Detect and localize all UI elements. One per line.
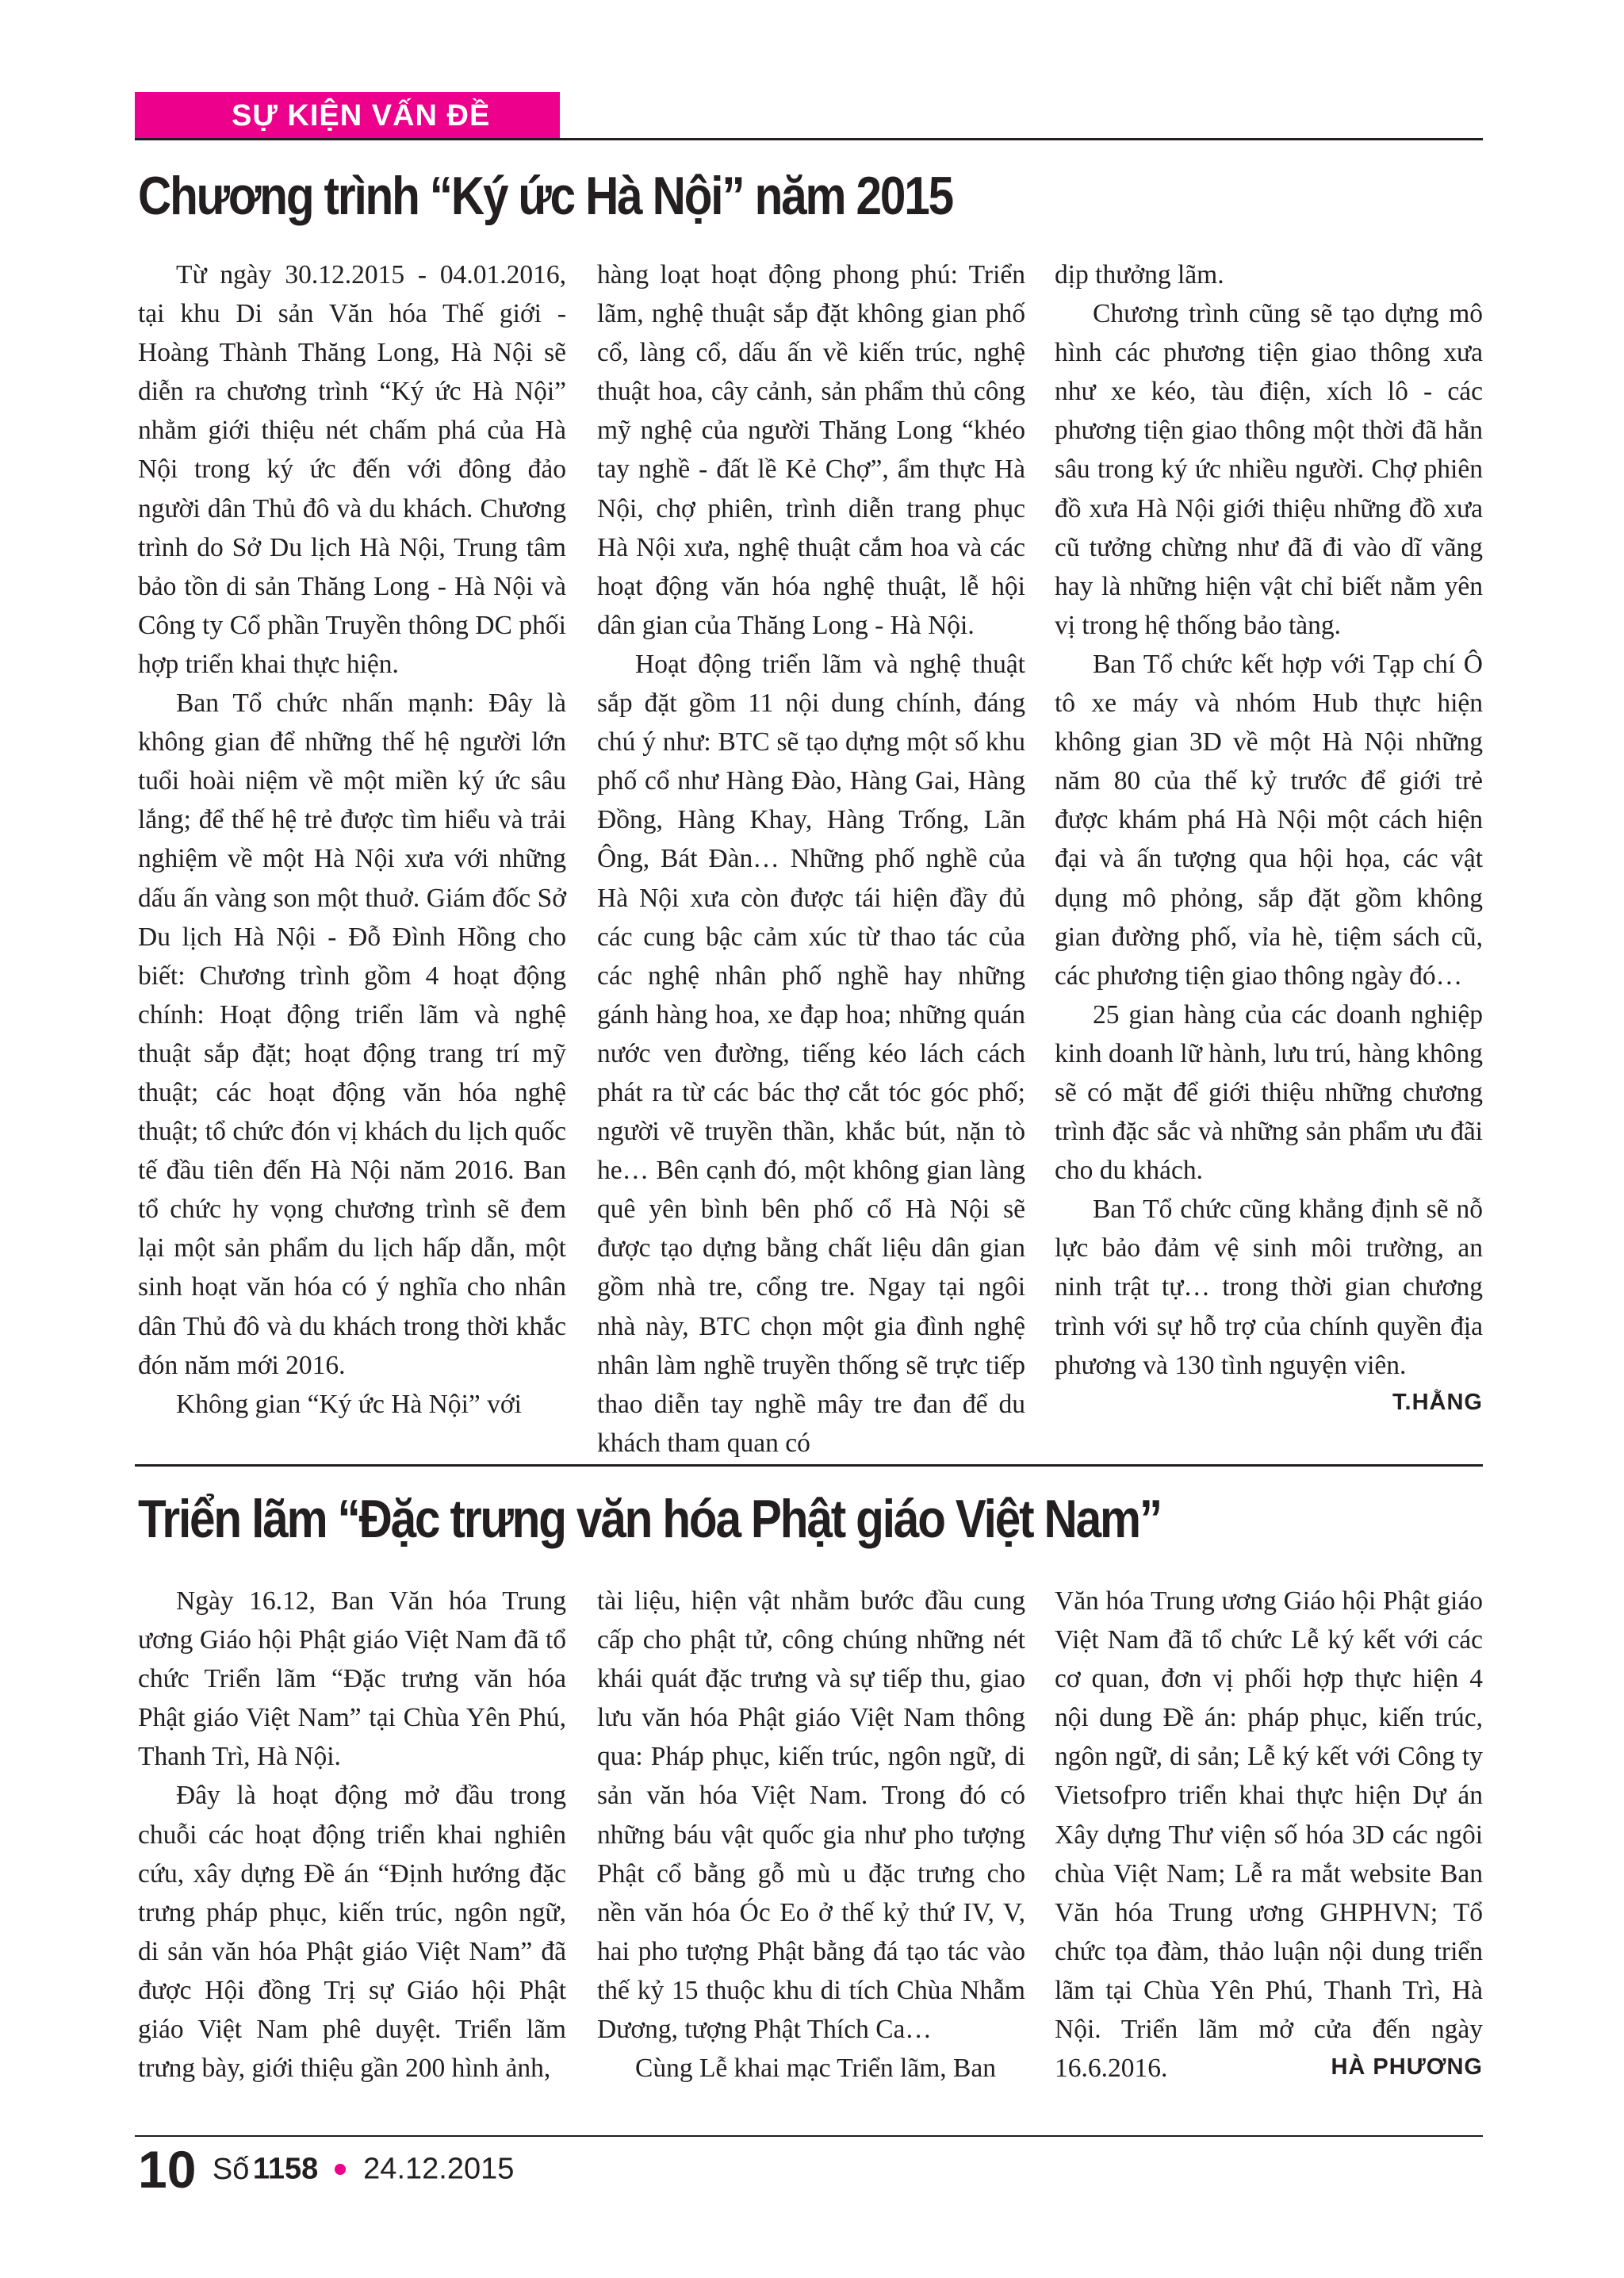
paragraph: hàng loạt hoạt động phong phú: Triển lãm, nghệ thuật sắp đặt không gian phố cổ, làng cổ, dấu ấn về kiến trúc, nghệ thuật hoa, cây cảnh, sản phẩm thủ công mỹ nghệ của người Thăng Long “khéo tay nghề - đất lề Kẻ Chợ”, ẩm thực Hà Nội, chợ phiên, trình diễn trang phục Hà Nội xưa, nghệ thuật cắm hoa và các hoạt động văn hóa nghệ thuật, lễ hội dân gian của Thăng Long - Hà Nội.	[597, 260, 1025, 640]
header-rule	[135, 138, 1483, 140]
page-number: 10	[138, 2140, 197, 2199]
paragraph: Ban Tổ chức cũng khẳng định sẽ nỗ lực bảo đảm vệ sinh môi trường, an ninh trật tự… trong thời gian chương trình với sự hỗ trợ của chính quyền địa phương và 130 tình nguyện viên.	[1055, 1195, 1483, 1380]
issue-label: Số	[212, 2152, 250, 2186]
article1-column-2	[597, 255, 1025, 1463]
paragraph: dịp thưởng lãm.	[1055, 260, 1224, 290]
paragraph: Từ ngày 30.12.2015 - 04.01.2016, tại khu Di sản Văn hóa Thế giới - Hoàng Thành Thăng Long, Hà Nội sẽ diễn ra chương trình “Ký ức Hà Nội” nhằm giới thiệu nét chấm phá của Hà Nội trong ký ức đến với đông đảo người dân Thủ đô và du khách. Chương trình do Sở Du lịch Hà Nội, Trung tâm bảo tồn di sản Thăng Long - Hà Nội và Công ty Cổ phần Truyền thông DC phối hợp triển khai thực hiện.	[138, 260, 566, 679]
paragraph: 25 gian hàng của các doanh nghiệp kinh doanh lữ hành, lưu trú, hàng không sẽ có mặt để giới thiệu những chương trình đặc sắc và những sản phẩm ưu đãi cho du khách.	[1055, 999, 1483, 1186]
paragraph: Đây là hoạt động mở đầu trong chuỗi các hoạt động triển khai nghiên cứu, xây dựng Đề án “Định hướng đặc trưng pháp phục, kiến trúc, ngôn ngữ, di sản văn hóa Phật giáo Việt Nam” đã được Hội đồng Trị sự Giáo hội Phật giáo Việt Nam phê duyệt. Triển lãm trưng bày, giới thiệu gần 200 hình ảnh,	[138, 1781, 566, 2084]
article1-title: Chương trình “Ký ức Hà Nội” năm 2015	[138, 166, 952, 226]
paragraph: Ban Tổ chức nhấn mạnh: Đây là không gian để những thế hệ người lớn tuổi hoài niệm về một miền ký ức sâu lắng; để thế hệ trẻ được tìm hiểu và trải nghiệm về một Hà Nội xưa với những dấu ấn vàng son một thuở. Giám đốc Sở Du lịch Hà Nội - Đỗ Đình Hồng cho biết: Chương trình gồm 4 hoạt động chính: Hoạt động triển lãm và nghệ thuật sắp đặt; hoạt động trang trí mỹ thuật; các hoạt động văn hóa nghệ thuật; tổ chức đón vị khách du lịch quốc tế đầu tiên đến Hà Nội năm 2016. Ban tổ chức hy vọng chương trình sẽ đem lại một sản phẩm du lịch hấp dẫn, một sinh hoạt văn hóa có ý nghĩa cho nhân dân Thủ đô và du khách trong thời khắc đón năm mới 2016.	[138, 688, 566, 1380]
paragraph: Ngày 16.12, Ban Văn hóa Trung ương Giáo hội Phật giáo Việt Nam đã tổ chức Triển lãm “Đặc trưng văn hóa Phật giáo Việt Nam” tại Chùa Yên Phú, Thanh Trì, Hà Nội.	[138, 1586, 566, 1772]
paragraph: Không gian “Ký ức Hà Nội” với	[176, 1389, 522, 1419]
article1-column-3	[1055, 255, 1483, 1385]
paragraph: Chương trình cũng sẽ tạo dựng mô hình các phương tiện giao thông xưa như xe kéo, tàu điện, xích lô - các phương tiện giao thông một thời đã hằn sâu trong ký ức nhiều người. Chợ phiên đồ xưa Hà Nội giới thiệu những đồ xưa cũ tưởng chừng như đã đi vào dĩ vãng hay là những hiện vật chỉ biết nằm yên vị trong hệ thống bảo tàng.	[1055, 299, 1483, 640]
paragraph: Hoạt động triển lãm và nghệ thuật sắp đặt gồm 11 nội dung chính, đáng chú ý như: BTC sẽ tạo dựng một số khu phố cổ như Hàng Đào, Hàng Gai, Hàng Đồng, Hàng Khay, Hàng Trống, Lãn Ông, Bát Đàn… Những phố nghề của Hà Nội xưa còn được tái hiện đầy đủ các cung bậc cảm xúc từ thao tác của các nghệ nhân phố nghề hay những gánh hàng hoa, xe đạp hoa; những quán nước ven đường, tiếng kéo lách cách phát ra từ các bác thợ cắt tóc góc phố; người vẽ truyền thần, khắc bút, nặn tò he… Bên cạnh đó, một không gian làng quê yên bình bên phố cổ Hà Nội sẽ được tạo dựng bằng chất liệu dân gian gồm nhà tre, cổng tre. Ngay tại ngôi nhà này, BTC chọn một gia đình nghệ nhân làm nghề truyền thống sẽ trực tiếp thao diễn tay nghề mây tre đan để du khách tham quan có	[597, 649, 1025, 1458]
article2-byline: HÀ PHƯƠNG	[1331, 2054, 1483, 2080]
footer-rule	[135, 2135, 1483, 2137]
paragraph: tài liệu, hiện vật nhằm bước đầu cung cấp cho phật tử, công chúng những nét khái quát đặc trưng và sự tiếp thu, giao lưu văn hóa Phật giáo Việt Nam thông qua: Pháp phục, kiến trúc, ngôn ngữ, di sản văn hóa Việt Nam. Trong đó có những báu vật quốc gia như pho tượng Phật cổ bằng gỗ mù u đặc trưng cho nền văn hóa Óc Eo ở thế kỷ thứ IV, V, hai pho tượng Phật bằng đá tạo tác vào thế kỷ 15 thuộc khu di tích Chùa Nhẫm Dương, tượng Phật Thích Ca…	[597, 1586, 1025, 2045]
bullet-dot-icon	[335, 2164, 346, 2175]
article1-byline: T.HẰNG	[1392, 1390, 1483, 1415]
article-separator-rule	[135, 1464, 1483, 1467]
article2-column-3	[1055, 1582, 1483, 2088]
paragraph: Văn hóa Trung ương Giáo hội Phật giáo Việt Nam đã tổ chức Lễ ký kết với các cơ quan, đơn vị phối hợp thực hiện 4 nội dung Đề án: pháp phục, kiến trúc, ngôn ngữ, di sản; Lễ ký kết với Công ty Vietsofpro triển khai thực hiện Dự án Xây dựng Thư viện số hóa 3D các ngôi chùa Việt Nam; Lễ ra mắt website Ban Văn hóa Trung ương GHPHVN; Tổ chức tọa đàm, thảo luận nội dung triển lãm tại Chùa Yên Phú, Thanh Trì, Hà Nội. Triển lãm mở cửa đến ngày 16.6.2016.	[1055, 1586, 1483, 2084]
issue-number: 1158	[252, 2152, 319, 2186]
paragraph: Cùng Lễ khai mạc Triển lãm, Ban	[635, 2054, 996, 2084]
section-tag: SỰ KIỆN VẤN ĐỀ	[135, 92, 560, 140]
article2-column-1	[138, 1582, 566, 2088]
paragraph: Ban Tổ chức kết hợp với Tạp chí Ô tô xe máy và nhóm Hub thực hiện không gian 3D về một Hà Nội những năm 80 của thế kỷ trước để giới trẻ được khám phá Hà Nội một cách hiện đại và ấn tượng qua hội họa, các vật dụng mô phỏng, sắp đặt gồm không gian đường phố, vỉa hè, tiệm sách cũ, các phương tiện giao thông ngày đó…	[1055, 649, 1483, 991]
article2-column-2	[597, 1582, 1025, 2088]
article2-title: Triển lãm “Đặc trưng văn hóa Phật giáo Việt Nam”	[138, 1489, 1161, 1549]
page-footer	[138, 2139, 514, 2203]
issue-date: 24.12.2015	[363, 2152, 515, 2186]
article1-column-1	[138, 255, 566, 1424]
